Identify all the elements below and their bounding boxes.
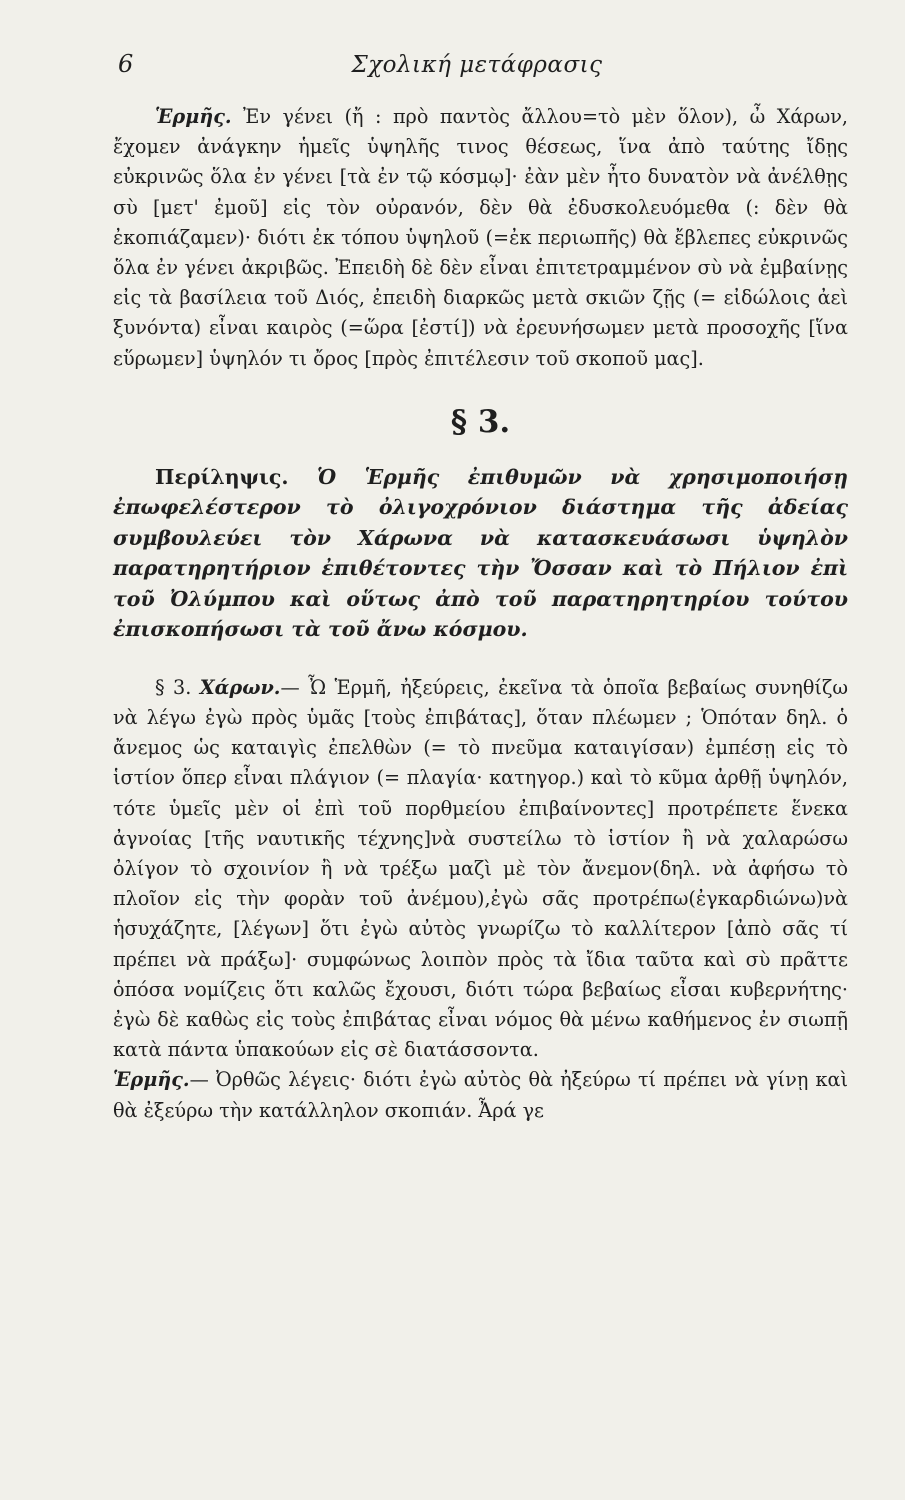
running-title: Σχολική μετάφρασις (351, 52, 603, 78)
paragraph-hermes-2 (113, 1065, 848, 1125)
speaker-label: Ἑρμῆς. (113, 1068, 190, 1092)
text-block (113, 102, 848, 1126)
summary-label: Περίληψις. (155, 464, 289, 489)
running-head (113, 50, 841, 86)
paragraph-text: — Ὦ Ἑρμῆ, ἠξεύρεις, ἐκεῖνα τὰ ὁποῖα βεβαίως συνηθίζω νὰ λέγω ἐγὼ πρὸς ὑμᾶς [τοὺς ἐπιβάτας], ὅταν πλέωμεν ; Ὁπόταν δηλ. ὁ ἄνεμος ὡς καταιγὶς ἐπελθὼν (= τὸ πνεῦμα καταιγίσαν) ἐμπέσῃ εἰς τὸ ἱστίον ὅπερ εἶναι πλάγιον (= πλαγία· κατηγορ.) καὶ τὸ κῦμα ἀρθῇ ὑψηλόν, τότε ὑμεῖς μὲν οἱ ἐπὶ τοῦ πορθμείου ἐπιβαίνοντες] προτρέπετε ἕνεκα ἀγνοίας [τῆς ναυτικῆς τέχνης]νὰ συστείλω τὸ ἱστίον ἢ νὰ χαλαρώσω ὀλίγον τὸ σχοινίον ἢ νὰ τρέξω μαζὶ μὲ τὸν ἄνεμον(δηλ. νὰ ἀφήσω τὸ πλοῖον εἰς τὴν φορὰν τοῦ ἀνέμου),ἐγὼ σᾶς προτρέπω(ἐγκαρδιώνω)νὰ ἡσυχάζητε, [λέγων] ὅτι ἐγὼ αὐτὸς γνωρίζω τὸ καλλίτερον [ἀπὸ σᾶς τί πρέπει νὰ πράξω]· συμφώνως λοιπὸν πρὸς τὰ ἴδια ταῦτα καὶ σὺ πρᾶττε ὁπόσα νομίζεις ὅτι καλῶς ἔχουσι, διότι τώρα βεβαίως εἶσαι κυβερνήτης· ἐγὼ δὲ καθὼς εἰς τοὺς ἐπιβάτας εἶναι νόμος θὰ μένω καθήμενος ἐν σιωπῇ κατὰ πάντα ὑπακούων εἰς σὲ διατάσσοντα. (113, 675, 849, 1062)
paragraph-hermes-1 (113, 102, 848, 374)
section-reference: § 3. (155, 675, 192, 699)
section-heading: § 3. (450, 403, 511, 440)
speaker-label: Χάρων. (199, 675, 281, 699)
page-number: 6 (118, 50, 134, 78)
summary-paragraph (113, 462, 848, 645)
paragraph-text: — Ὀρθῶς λέγεις· διότι ἐγὼ αὐτὸς θὰ ἠξεύρω τί πρέπει νὰ γίνῃ καὶ θὰ ἐξεύρω τὴν κατάλληλον σκοπιάν. Ἆρά γε (113, 1068, 848, 1122)
paragraph-charon (113, 673, 848, 1066)
speaker-label: Ἑρμῆς. (155, 105, 232, 128)
paragraph-text: Ἐν γένει (ἤ : πρὸ παντὸς ἄλλου=τὸ μὲν ὅλον), ὦ Χάρων, ἔχομεν ἀνάγκην ἡμεῖς ὑψηλῆς τινος θέσεως, ἵνα ἀπὸ ταύτης ἴδῃς εὐκρινῶς ὅλα ἐν γένει [τὰ ἐν τῷ κόσμῳ]· ἐὰν μὲν ἦτο δυνατὸν νὰ ἀνέλθῃς σὺ [μετ' ἐμοῦ] εἰς τὸν οὐρανόν, δὲν θὰ ἐδυσκολευόμεθα (: δὲν θὰ ἐκοπιάζαμεν)· διότι ἐκ τόπου ὑψηλοῦ (=ἐκ περιωπῆς) θὰ ἔβλεπες εὐκρινῶς ὅλα ἐν γένει ἀκριβῶς. Ἐπειδὴ δὲ δὲν εἶναι ἐπιτετραμμένον σὺ νὰ ἐμβαίνῃς εἰς τὰ βασίλεια τοῦ Διός, ἐπειδὴ διαρκῶς μετὰ σκιῶν ζῇς (= εἰδώλοις ἀεὶ ξυνόντα) εἶναι καιρὸς (=ὥρα [ἐστί]) νὰ ἐρευνήσωμεν μετὰ προσοχῆς [ἵνα εὕρωμεν] ὑψηλόν τι ὄρος [πρὸς ἐπιτέλεσιν τοῦ σκοποῦ μας]. (113, 105, 848, 370)
summary-text: Ὁ Ἑρμῆς ἐπιθυμῶν νὰ χρησιμοποιήσῃ ἐπωφελέστερον τὸ ὀλιγοχρόνιον διάστημα τῆς ἀδείας συμβουλεύει τὸν Χάρωνα νὰ κατασκευάσωσι ὑψηλὸν παρατηρητήριον ἐπιθέτοντες τὴν Ὄσσαν καὶ τὸ Πήλιον ἐπὶ τοῦ Ὀλύμπου καὶ οὕτως ἀπὸ τοῦ παρατηρητηρίου τούτου ἐπισκοπήσωσι τὰ τοῦ ἄνω κόσμου. (113, 464, 848, 642)
